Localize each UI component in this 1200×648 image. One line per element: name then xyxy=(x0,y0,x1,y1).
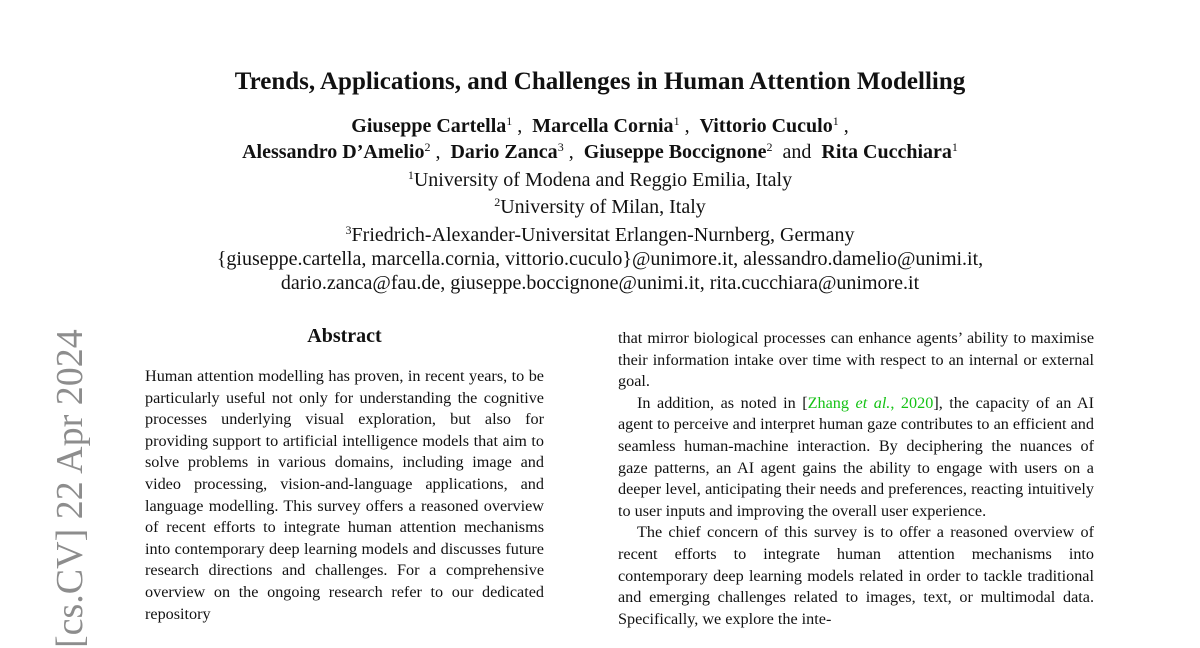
authors-line-2 xyxy=(0,139,1200,165)
author-name: Alessandro D’Amelio xyxy=(242,141,425,163)
affiliation-number: 2 xyxy=(494,195,501,209)
affiliation-text: Friedrich-Alexander-Universitat Erlangen-Nurnberg, Germany xyxy=(351,224,855,246)
author-affiliation-number: 1 xyxy=(832,114,839,128)
author-affiliation-number: 1 xyxy=(506,114,513,128)
affiliation-text: University of Milan, Italy xyxy=(500,196,706,218)
author-affiliation-number: 2 xyxy=(766,140,773,154)
authors-line-1 xyxy=(0,113,1200,139)
author-name: Marcella Cornia xyxy=(532,115,674,137)
abstract-body xyxy=(145,366,544,625)
author-affiliation-number: 1 xyxy=(951,140,958,154)
affiliation-3 xyxy=(0,222,1200,248)
author-separator: , xyxy=(430,141,451,163)
author-separator: , xyxy=(512,115,533,137)
author-affiliation-number: 1 xyxy=(673,114,680,128)
abstract-text: Human attention modelling has proven, in recent years, to be particularly useful not only for understanding the cognitive processes underlying visual exploration, but also for providing support to artificial intelligence models that aim to solve problems in various domains, including image and video processing, vision-and-language applications, and language modelling. This survey offers a reasoned overview of recent efforts to integrate human attention mechanisms into contemporary deep learning models and discusses future research directions and challenges. For a comprehensive overview on the ongoing research refer to our dedicated repository xyxy=(145,367,544,623)
paragraph-text: In addition, as noted in [ xyxy=(637,393,808,412)
author-affiliation-number: 2 xyxy=(424,140,431,154)
author-name: Rita Cucchiara xyxy=(821,141,952,163)
intro-paragraph-3: The chief concern of this survey is to offer a reasoned overview of recent efforts to integrate human attention mechanisms into contemporary deep learning models related in order to tackle traditional and emerging challenges related to images, text, or multimodal data. Specifically, we explore the inte- xyxy=(618,523,1094,628)
affiliation-text: University of Modena and Reggio Emilia, Italy xyxy=(413,169,793,191)
affiliation-number: 3 xyxy=(345,223,352,237)
author-separator: , xyxy=(679,115,700,137)
author-affiliation-number: 3 xyxy=(557,140,564,154)
citation-etal: et al. xyxy=(855,393,891,412)
paper-title: Trends, Applications, and Challenges in Human Attention Modelling xyxy=(234,68,966,95)
affiliation-1 xyxy=(0,167,1200,193)
citation-link[interactable] xyxy=(808,394,934,412)
intro-paragraph-1: that mirror biological processes can enhance agents’ ability to maximise their information intake over time with respect to an internal or external goal. xyxy=(618,329,1094,391)
arxiv-stamp xyxy=(50,305,100,648)
author-name: Giuseppe Boccignone xyxy=(583,141,767,163)
citation-year: , 2020 xyxy=(890,393,934,412)
intro-paragraph-2 xyxy=(618,393,1094,523)
affiliation-2 xyxy=(0,194,1200,220)
author-name: Dario Zanca xyxy=(450,141,558,163)
author-separator: , xyxy=(563,141,584,163)
arxiv-stamp-text: [cs.CV] 22 Apr 2024 xyxy=(49,329,91,648)
author-name: Giuseppe Cartella xyxy=(351,115,507,137)
author-name: Vittorio Cuculo xyxy=(699,115,833,137)
citation-author: Zhang xyxy=(807,393,849,412)
author-separator: and xyxy=(772,141,822,163)
abstract-heading: Abstract xyxy=(307,325,382,347)
emails-line-1: {giuseppe.cartella, marcella.cornia, vittorio.cuculo}@unimore.it, alessandro.damelio@unimi.it, xyxy=(216,248,984,270)
affiliation-number: 1 xyxy=(407,168,414,182)
paragraph-text: ], the capacity of an AI agent to perceive and interpret human gaze contributes to an efficient and seamless human-machine interaction. By deciphering the nuances of gaze patterns, an AI agent gains the ability to engage with users on a deeper level, anticipating their needs and preferences, reacting intuitively to user inputs and improving the overall user experience. xyxy=(618,393,1095,520)
author-separator: , xyxy=(838,115,849,137)
emails-line-2: dario.zanca@fau.de, giuseppe.boccignone@unimi.it, rita.cucchiara@unimore.it xyxy=(280,272,920,294)
intro-column xyxy=(618,328,1094,630)
